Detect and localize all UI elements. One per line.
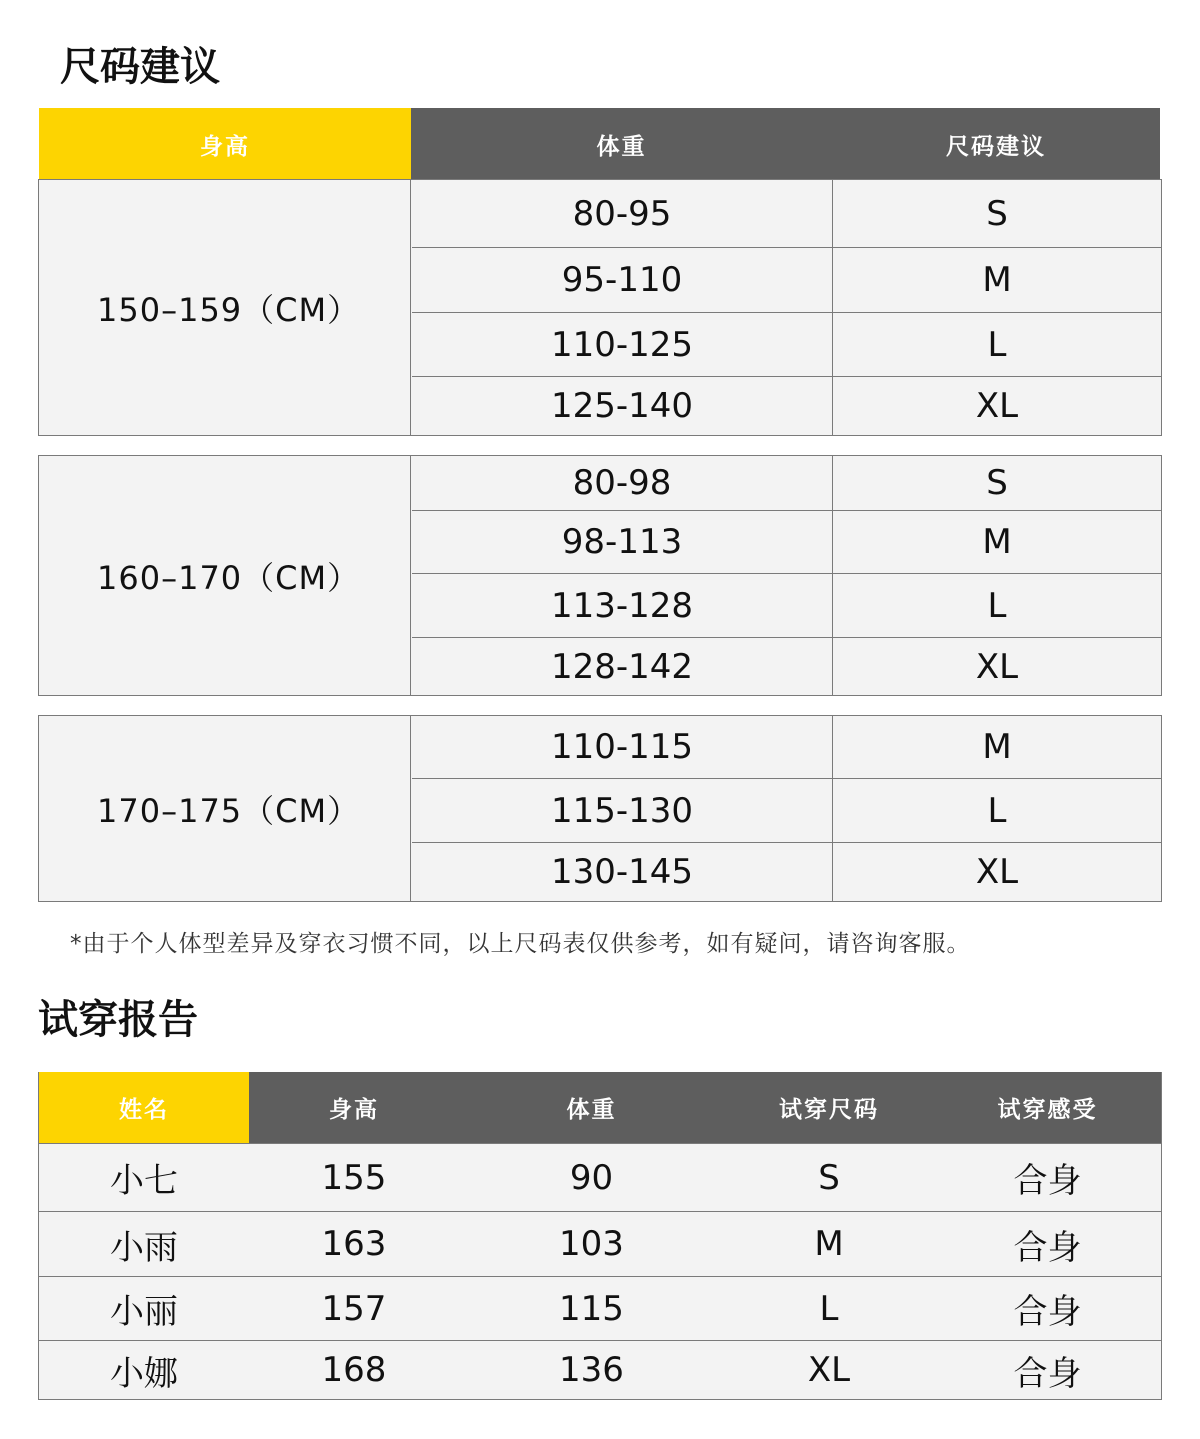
weight-cell: 115 <box>559 1288 624 1329</box>
size-cell: L <box>987 324 1007 365</box>
height-range-cell: 170–175（CM） <box>39 716 411 901</box>
weight-cell: 125-140 <box>412 377 833 435</box>
table-row <box>412 377 1161 435</box>
weight-cell: 95-110 <box>412 248 833 312</box>
header-size: 尺码建议 <box>832 108 1160 180</box>
feeling-cell: 合身 <box>1013 1353 1082 1394</box>
header-height: 身高 <box>39 108 411 180</box>
header-trial-size: 试穿尺码 <box>724 1072 934 1143</box>
table-row <box>412 180 1161 248</box>
table-row <box>412 248 1161 313</box>
header-trial-feeling: 试穿感受 <box>934 1072 1161 1143</box>
size-section-title: 尺码建议 <box>60 44 220 90</box>
weight-cell: 90 <box>569 1157 614 1198</box>
table-row <box>39 1276 1161 1340</box>
size-cell: XL <box>975 852 1019 892</box>
table-row <box>39 1340 1161 1399</box>
height-cell: 155 <box>321 1157 387 1198</box>
size-cell: M <box>982 727 1012 767</box>
size-cell: L <box>987 790 1007 831</box>
weight-cell: 130-145 <box>412 843 833 901</box>
size-cell: L <box>819 1288 839 1329</box>
feeling-cell: 合身 <box>1013 1161 1082 1201</box>
weight-cell: 110-125 <box>412 313 833 376</box>
header-weight: 体重 <box>411 108 832 180</box>
size-group <box>38 179 1162 436</box>
name-cell: 小娜 <box>110 1353 178 1394</box>
weight-cell: 80-98 <box>412 456 833 510</box>
trial-section-title: 试穿报告 <box>38 997 198 1043</box>
table-row <box>412 313 1161 377</box>
weight-cell: 115-130 <box>412 779 833 842</box>
table-row <box>39 1211 1161 1276</box>
name-cell: 小雨 <box>110 1227 178 1268</box>
size-cell: S <box>818 1157 840 1198</box>
height-cell: 157 <box>321 1288 387 1329</box>
size-disclaimer-note: *由于个人体型差异及穿衣习惯不同，以上尺码表仅供参考，如有疑问，请咨询客服。 <box>70 931 971 957</box>
table-row <box>412 638 1161 695</box>
weight-cell: 80-95 <box>412 180 833 247</box>
size-cell: XL <box>975 386 1019 426</box>
header-height: 身高 <box>249 1072 459 1143</box>
size-cell: S <box>986 463 1008 503</box>
header-name: 姓名 <box>39 1072 249 1143</box>
trial-table-header <box>39 1072 1161 1143</box>
table-row <box>39 1143 1161 1211</box>
weight-cell: 110-115 <box>412 716 833 778</box>
height-cell: 168 <box>321 1350 387 1390</box>
table-row <box>412 843 1161 901</box>
size-cell: M <box>982 260 1012 300</box>
weight-cell: 136 <box>559 1350 624 1390</box>
weight-cell: 103 <box>559 1224 624 1264</box>
name-cell: 小七 <box>110 1161 178 1201</box>
feeling-cell: 合身 <box>1013 1292 1082 1332</box>
table-row <box>412 574 1161 638</box>
trial-report-table <box>38 1072 1162 1400</box>
table-row <box>412 511 1161 574</box>
size-cell: S <box>986 193 1008 234</box>
size-cell: XL <box>975 646 1019 687</box>
height-cell: 163 <box>321 1224 387 1264</box>
height-range-cell: 150–159（CM） <box>39 180 411 435</box>
weight-cell: 98-113 <box>412 511 833 573</box>
height-range-cell: 160–170（CM） <box>39 456 411 695</box>
size-cell: M <box>814 1224 844 1264</box>
size-cell: XL <box>807 1350 851 1390</box>
feeling-cell: 合身 <box>1013 1227 1082 1268</box>
size-group <box>38 715 1162 902</box>
name-cell: 小丽 <box>110 1292 178 1332</box>
size-cell: M <box>982 522 1012 562</box>
weight-cell: 113-128 <box>412 574 833 637</box>
table-row <box>412 779 1161 843</box>
table-row <box>412 716 1161 779</box>
size-cell: L <box>987 585 1007 626</box>
size-group <box>38 455 1162 696</box>
weight-cell: 128-142 <box>412 638 833 695</box>
table-row <box>412 456 1161 511</box>
header-weight: 体重 <box>459 1072 724 1143</box>
